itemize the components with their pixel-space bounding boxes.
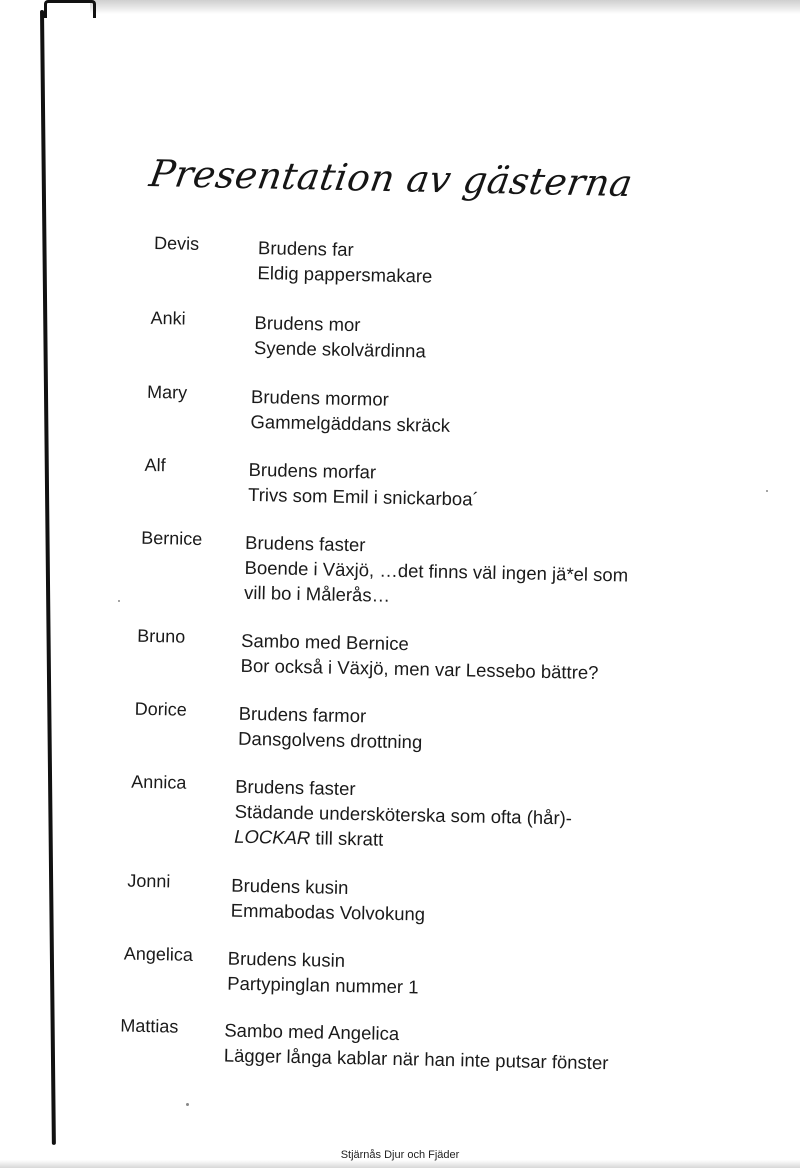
guest-role: Brudens faster <box>244 531 366 556</box>
guest-role: Brudens faster <box>235 775 356 800</box>
guest-name: Annica <box>131 771 187 793</box>
guest-name: Bruno <box>137 625 186 647</box>
guest-role: Brudens morfar <box>248 458 377 483</box>
guest-role: Brudens far <box>257 237 354 260</box>
guest-trait: Gammelgäddans skräck <box>250 410 451 436</box>
guest-name: Dorice <box>134 698 187 720</box>
guest-name: Mary <box>146 381 188 403</box>
guest-trait: Syende skolvärdinna <box>253 337 426 362</box>
guest-description <box>248 457 480 512</box>
guest-role: Brudens kusin <box>231 874 349 899</box>
guest-description <box>240 628 599 685</box>
guest-name: Bernice <box>140 527 203 550</box>
guest-description <box>257 235 433 288</box>
guest-trait: Partypinglan nummer 1 <box>227 972 419 998</box>
trait-tail: till skratt <box>310 827 384 850</box>
guest-name: Anki <box>150 307 186 329</box>
guest-name: Angelica <box>123 943 194 965</box>
guest-trait-continued: vill bo i Målerås… <box>243 581 391 606</box>
guest-role: Brudens kusin <box>227 947 346 971</box>
guest-trait: Städande undersköterska som ofta (hår)- <box>234 800 573 829</box>
guest-name: Alf <box>144 454 166 476</box>
guest-role: Brudens mormor <box>250 385 390 410</box>
guest-role: Sambo med Angelica <box>224 1019 400 1045</box>
guest-role: Sambo med Bernice <box>240 629 409 655</box>
guest-role: Brudens farmor <box>238 702 367 727</box>
guest-trait: Boende i Växjö, …det finns väl ingen jä*el som <box>244 556 629 586</box>
scan-speck <box>766 490 768 492</box>
scan-speck <box>118 600 120 602</box>
guest-description <box>238 701 423 755</box>
guest-trait: Emmabodas Volvokung <box>230 899 426 925</box>
scan-speck <box>186 1103 189 1106</box>
guest-trait: Lägger långa kablar när han inte putsar fönster <box>223 1044 609 1074</box>
page-title: Presentation av gästerna <box>146 152 636 206</box>
guest-description <box>244 530 629 613</box>
guest-trait: Eldig pappersmakare <box>257 262 433 287</box>
guest-description <box>227 946 419 1000</box>
guest-description <box>254 310 427 363</box>
emphasized-word: LOCKAR <box>234 825 311 849</box>
guest-trait: Bor också i Växjö, men var Lessebo bättre? <box>240 654 599 683</box>
guest-description <box>234 774 573 856</box>
guest-trait: Trivs som Emil i snickarboa´ <box>247 483 479 510</box>
guest-description <box>250 384 450 438</box>
guest-description <box>224 1018 610 1076</box>
guest-name: Devis <box>153 232 200 254</box>
guest-name: Jonni <box>127 870 171 892</box>
guest-description <box>230 873 425 927</box>
guest-trait: Dansgolvens drottning <box>237 727 423 753</box>
footer-caption: Stjärnås Djur och Fjäder <box>340 1149 460 1161</box>
guest-name: Mattias <box>120 1015 179 1037</box>
guest-role: Brudens mor <box>254 312 361 336</box>
